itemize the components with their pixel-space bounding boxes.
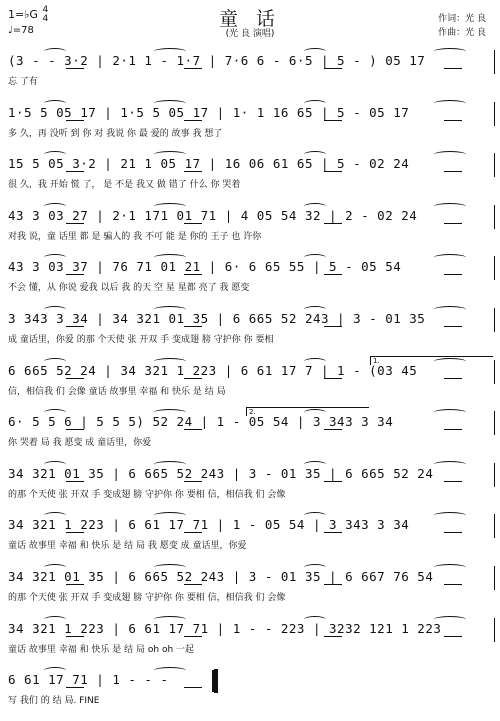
lyrics-line: 不会 懂，从 你说 爱我 以后 我 的天 空 星 星都 亮了 我 愿变 <box>8 283 250 294</box>
lyrics-line: 很 久，我 开始 慌 了， 是 不是 我又 做 错了 什么 你 哭着 <box>8 180 241 191</box>
beam-underline <box>444 120 462 121</box>
barline <box>494 566 495 590</box>
slur-mark <box>44 409 66 416</box>
final-barline <box>214 669 218 693</box>
slur-mark <box>434 100 466 107</box>
key-note: ♭G <box>24 8 38 21</box>
beam-underline <box>444 584 462 585</box>
beam-underline <box>184 326 202 327</box>
beam-underline <box>184 68 202 69</box>
slur-mark <box>434 616 466 623</box>
beam-underline <box>324 481 342 482</box>
slur-mark <box>44 306 66 313</box>
beam-underline <box>324 584 342 585</box>
slur-mark <box>304 100 326 107</box>
notation-line: (3 - - 3·2 | 2·1 1 - 1·7 | 7·6 6 - 6·5 | 5 - ) 05 17 <box>8 53 426 68</box>
beam-underline <box>66 171 84 172</box>
slur-mark <box>154 512 186 519</box>
notation-line: 34 321 01 35 | 6 665 52 243 | 3 - 01 35 | 6 667 76 54 <box>8 569 434 584</box>
slur-mark <box>44 461 66 468</box>
slur-mark <box>44 254 66 261</box>
beam-underline <box>66 120 84 121</box>
lyrics-line: 童话 故事里 幸福 和 快乐 是 结 局 我 愿变 成 童话里，你爱 <box>8 541 247 552</box>
lyrics-line: 多 久，再 没听 到 你 对 我说 你 最 爱的 故事 我 想了 <box>8 128 223 139</box>
slur-mark <box>44 667 66 674</box>
beam-underline <box>444 636 462 637</box>
singer-credit: (光 良 演唱) <box>225 29 275 39</box>
barline <box>494 256 495 280</box>
slur-mark <box>304 203 326 210</box>
slur-mark <box>434 48 466 55</box>
beam-underline <box>324 429 342 430</box>
score-system <box>4 358 496 410</box>
beam-underline <box>184 687 202 688</box>
notation-line: 6 61 17 71 | 1 - - - <box>8 672 169 688</box>
slur-mark <box>304 358 326 365</box>
beam-underline <box>66 584 84 585</box>
barline <box>494 411 495 435</box>
slur-mark <box>434 151 466 158</box>
tempo-marking: ♩=78 <box>8 25 34 36</box>
slur-mark <box>154 358 186 365</box>
time-bottom: 4 <box>42 14 49 24</box>
slur-mark <box>304 616 326 623</box>
key-prefix: 1= <box>8 8 25 21</box>
beam-underline <box>66 326 84 327</box>
beam-underline <box>66 274 84 275</box>
barline <box>494 205 495 229</box>
slur-mark <box>44 151 66 158</box>
beam-underline <box>324 274 342 275</box>
score-system <box>4 306 496 358</box>
composer: 作曲：光 良 <box>438 28 486 38</box>
lyrics-line: 你 哭着 局 我 愿变 成 童话里，你爱 <box>8 438 152 449</box>
lyrics-line: 童话 故事里 幸福 和 快乐 是 结 局 oh oh 一起 <box>8 644 195 655</box>
score-system <box>4 409 496 461</box>
beam-underline <box>184 429 202 430</box>
lyrics-line: 忘 了有 <box>8 77 38 87</box>
beam-underline <box>444 481 462 482</box>
beam-underline <box>66 532 84 533</box>
beam-underline <box>66 68 84 69</box>
slur-mark <box>154 616 186 623</box>
lyrics-line: 成 童话里，你爱 的那 个天使 张 开双 手 变成翅 膀 守护你 你 要相 <box>8 335 274 345</box>
beam-underline <box>66 636 84 637</box>
notation-line: 6· 5 5 6 | 5 5 5) 52 24 | 1 - 05 54 | 3 343 3 34 <box>8 414 394 430</box>
beam-underline <box>444 429 462 430</box>
score-system <box>4 667 496 719</box>
slur-mark <box>154 667 186 674</box>
slur-mark <box>304 48 326 55</box>
lyrics-line: 的那 个天使 张 开双 手 变成翅 膀 守护你 你 要相 信，相信我 们 会像 <box>8 593 286 603</box>
slur-mark <box>434 461 466 468</box>
barline <box>494 463 495 487</box>
lyrics-line: 写 我们 的 结 局. FINE <box>8 696 100 707</box>
beam-underline <box>444 274 462 275</box>
score-header <box>0 0 500 44</box>
slur-mark <box>304 512 326 519</box>
score-system <box>4 151 496 203</box>
notation-line: 15 5 05 3·2 | 21 1 05 17 | 16 06 61 65 | 5 - 02 24 <box>8 156 410 172</box>
lyricist: 作词：光 良 <box>438 14 486 24</box>
slur-mark <box>304 461 326 468</box>
beam-underline <box>444 532 462 533</box>
beam-underline <box>184 584 202 585</box>
barline <box>494 50 495 74</box>
score-system <box>4 461 496 513</box>
notation-line: 1·5 5 05 17 | 1·5 5 05 17 | 1· 1 16 65 | 5 - 05 17 <box>8 104 410 120</box>
beam-underline <box>66 481 84 482</box>
slur-mark <box>304 564 326 571</box>
slur-mark <box>434 512 466 519</box>
credits <box>438 12 486 40</box>
volta-bracket-1: 1. <box>370 356 493 365</box>
slur-mark <box>304 306 326 313</box>
beam-underline <box>184 120 202 121</box>
score-system <box>4 512 496 564</box>
beam-underline <box>184 223 202 224</box>
barline <box>494 514 495 538</box>
slur-mark <box>154 48 186 55</box>
barline <box>494 308 495 332</box>
slur-mark <box>154 306 186 313</box>
beam-underline <box>324 326 342 327</box>
beam-underline <box>324 171 342 172</box>
volta-bracket-2: 2. <box>246 407 369 416</box>
score-system <box>4 203 496 255</box>
slur-mark <box>44 564 66 571</box>
score-system <box>4 100 496 152</box>
beam-underline <box>444 171 462 172</box>
notation-line: 3 343 3 34 | 34 321 01 35 | 6 665 52 243 | 3 - 01 35 <box>8 311 426 326</box>
slur-mark <box>304 151 326 158</box>
score-system <box>4 254 496 306</box>
beam-underline <box>324 636 342 637</box>
slur-mark <box>44 358 66 365</box>
slur-mark <box>44 512 66 519</box>
slur-mark <box>44 203 66 210</box>
slur-mark <box>44 100 66 107</box>
slur-mark <box>154 564 186 571</box>
notation-line: 34 321 1 223 | 6 61 17 71 | 1 - - 223 | 3232 121 1 223 <box>8 620 442 636</box>
beam-underline <box>184 532 202 533</box>
notation-line: 43 3 03 27 | 2·1 171 01 71 | 4 05 54 32 | 2 - 02 24 <box>8 207 418 223</box>
beam-underline <box>324 120 342 121</box>
notation-line: 34 321 01 35 | 6 665 52 243 | 3 - 01 35 | 6 665 52 24 <box>8 465 434 481</box>
notation-line: 43 3 03 37 | 76 71 01 21 | 6· 6 65 55 | 5 - 05 54 <box>8 259 402 275</box>
lyrics-line: 对我 说，童 话里 都 是 骗人的 我 不可 能 是 你的 王子 也 许你 <box>8 231 262 242</box>
beam-underline <box>444 326 462 327</box>
slur-mark <box>154 203 186 210</box>
beam-underline <box>184 481 202 482</box>
slur-mark <box>44 616 66 623</box>
slur-mark <box>304 254 326 261</box>
slur-mark <box>154 151 186 158</box>
slur-mark <box>154 461 186 468</box>
slur-mark <box>434 564 466 571</box>
beam-underline <box>324 378 342 379</box>
score-system <box>4 48 496 100</box>
barline <box>494 153 495 177</box>
beam-underline <box>66 223 84 224</box>
slur-mark <box>154 100 186 107</box>
beam-underline <box>184 378 202 379</box>
score-system <box>4 564 496 616</box>
beam-underline <box>66 687 84 688</box>
beam-underline <box>184 274 202 275</box>
beam-underline <box>184 171 202 172</box>
score-system <box>4 616 496 668</box>
notation-line: 6 665 52 24 | 34 321 1 223 | 6 61 17 7 | 1 - (03 45 <box>8 362 418 378</box>
barline <box>494 360 495 384</box>
notation-line: 34 321 1 223 | 6 61 17 71 | 1 - 05 54 | 3 343 3 34 <box>8 517 410 533</box>
time-top: 4 <box>42 5 49 15</box>
barline <box>494 102 495 126</box>
slur-mark <box>434 306 466 313</box>
beam-underline <box>324 223 342 224</box>
barline <box>494 618 495 642</box>
beam-underline <box>444 378 462 379</box>
beam-underline <box>66 429 84 430</box>
lyrics-line: 信，相信我 们 会像 童话 故事里 幸福 和 快乐 是 结 局 <box>8 386 226 397</box>
lyrics-line: 的那 个天使 张 开双 手 变成翅 膀 守护你 你 要相 信，相信我 们 会像 <box>8 489 286 500</box>
slur-mark <box>434 203 466 210</box>
slur-mark <box>154 409 186 416</box>
song-title: 童 话 <box>218 8 282 30</box>
slur-mark <box>44 48 66 55</box>
slur-mark <box>434 254 466 261</box>
beam-underline <box>444 68 462 69</box>
beam-underline <box>66 378 84 379</box>
slur-mark <box>154 254 186 261</box>
beam-underline <box>444 223 462 224</box>
slur-mark <box>434 409 466 416</box>
beam-underline <box>324 68 342 69</box>
beam-underline <box>324 532 342 533</box>
beam-underline <box>184 636 202 637</box>
